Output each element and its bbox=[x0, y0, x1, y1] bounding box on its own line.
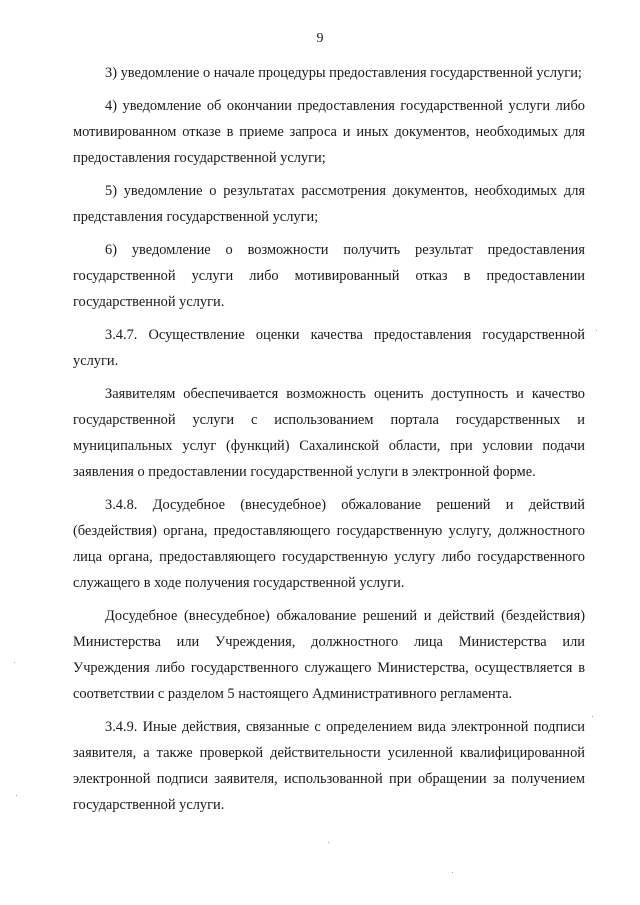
scan-speck bbox=[16, 795, 17, 796]
paragraph-notice-results: 5) уведомление о результатах рассмотрения документов, необходимых для представления государственной услуги; bbox=[73, 183, 585, 225]
paragraph-notice-end: 4) уведомление об окончании предоставления государственной услуги либо мотивированном отказе в приеме запроса и иных документов, необходимых для предоставления государственной услуги; bbox=[73, 98, 585, 166]
page-number: 9 bbox=[316, 31, 324, 46]
paragraph-notice-possibility: 6) уведомление о возможности получить результат предоставления государственной услуги либо мотивированный отказ в предоставлении государственной услуги. bbox=[73, 242, 585, 310]
scan-speck bbox=[596, 330, 597, 331]
scan-speck bbox=[452, 872, 453, 873]
paragraph-section-3-4-9: 3.4.9. Иные действия, связанные с определением вида электронной подписи заявителя, а также проверкой действительности усиленной квалифицированной электронной подписи заявителя, использованной при обращении за получением государственной услуги. bbox=[73, 719, 585, 813]
paragraph-section-3-4-7: 3.4.7. Осуществление оценки качества предоставления государственной услуги. bbox=[73, 327, 585, 369]
scan-speck bbox=[14, 662, 15, 663]
paragraph-appeal: Досудебное (внесудебное) обжалование решений и действий (бездействия) Министерства или Учреждения, должностного лица Министерства или Учреждения либо государственного служащего Министерства, осуществляется в соответствии с разделом 5 настоящего Административного регламента. bbox=[73, 608, 585, 702]
paragraph-section-3-4-8: 3.4.8. Досудебное (внесудебное) обжалование решений и действий (бездействия) органа, предоставляющего государственную услугу, должностного лица органа, предоставляющего государственную услугу либо государственного служащего в ходе получения государственной услуги. bbox=[73, 497, 585, 591]
scan-speck bbox=[592, 716, 593, 717]
paragraph-notice-start: 3) уведомление о начале процедуры предоставления государственной услуги; bbox=[105, 65, 582, 81]
scan-speck bbox=[328, 842, 329, 843]
paragraph-quality-assessment: Заявителям обеспечивается возможность оценить доступность и качество государственной услуги с использованием портала государственных и муниципальных услуг (функций) Сахалинской области, при условии подачи заявления о предоставлении государственной услуги в электронной форме. bbox=[73, 386, 585, 480]
document-body bbox=[73, 60, 585, 825]
